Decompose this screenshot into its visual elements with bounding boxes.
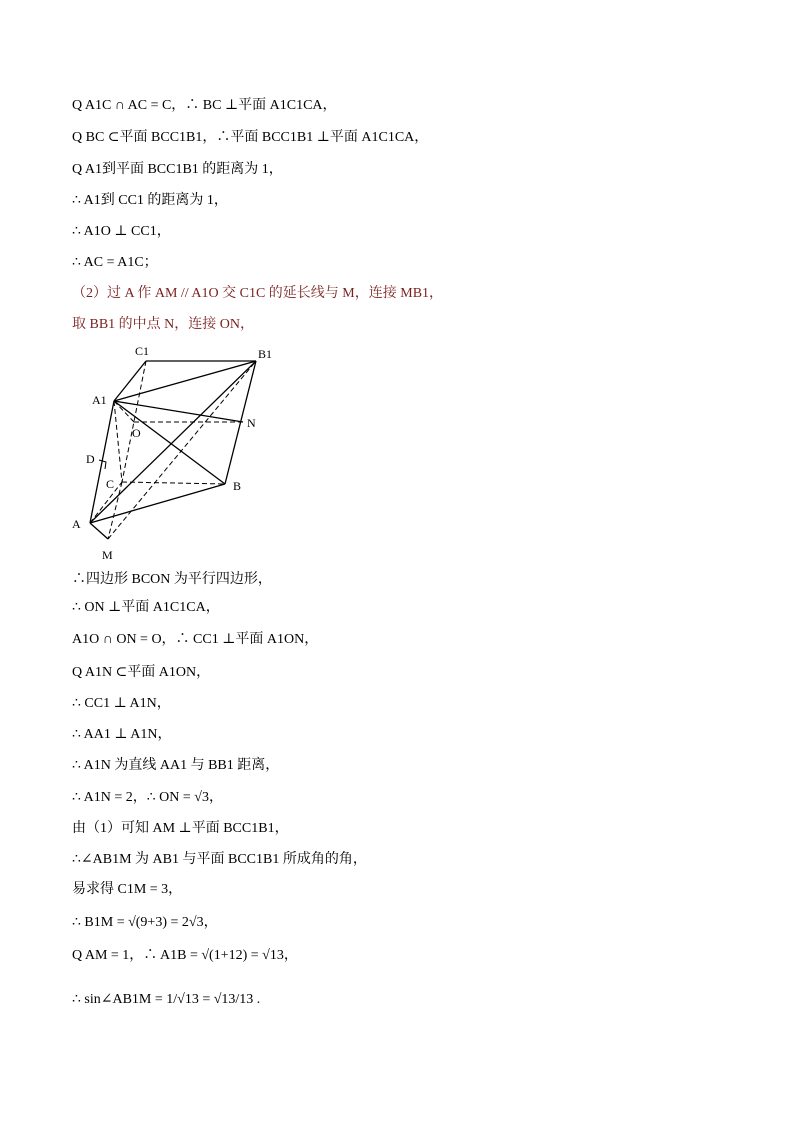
prism-figure xyxy=(68,340,278,565)
solution-line-1: Q A1C ∩ AC = C，∴ BC ⊥平面 A1C1CA， xyxy=(72,98,337,113)
edge-A1-N xyxy=(114,401,243,422)
solution-line-10: ∴ ON ⊥平面 A1C1CA， xyxy=(72,600,220,615)
solution-line-14: ∴ AA1 ⊥ A1N， xyxy=(72,727,172,742)
label-B1: B1 xyxy=(258,347,273,361)
solution-line-6: ∴ AC = A1C； xyxy=(72,255,158,270)
solution-line-4: ∴ A1到 CC1 的距离为 1， xyxy=(72,193,228,208)
solution-line-13: ∴ CC1 ⊥ A1N， xyxy=(72,696,171,711)
label-C: C xyxy=(106,477,115,491)
right-angle-mark xyxy=(99,460,106,469)
edge-A1-B xyxy=(114,401,225,484)
solution-line-18: ∴∠AB1M 为 AB1 与平面 BCC1B1 所成角的角， xyxy=(72,852,367,867)
solution-line-16: ∴ A1N = 2，∴ ON = √3， xyxy=(72,790,223,805)
label-O: O xyxy=(132,426,141,440)
label-C1: C1 xyxy=(135,344,150,358)
label-M: M xyxy=(102,548,113,562)
solution-line-11: A1O ∩ ON = O，∴ CC1 ⊥平面 A1ON， xyxy=(72,632,319,647)
label-A: A xyxy=(72,517,81,531)
label-N: N xyxy=(247,416,256,430)
solution-line-20: ∴ B1M = √(9+3) = 2√3， xyxy=(72,915,218,930)
edge-A1-C1 xyxy=(114,361,146,401)
solution-line-17: 由（1）可知 AM ⊥平面 BCC1B1， xyxy=(72,821,289,836)
solution-line-8: 取 BB1 的中点 N，连接 ON， xyxy=(72,317,255,332)
solution-line-19: 易求得 C1M = 3， xyxy=(72,882,183,897)
solution-line-5: ∴ A1O ⊥ CC1， xyxy=(72,224,171,239)
solution-line-21: Q AM = 1，∴ A1B = √(1+12) = √13， xyxy=(72,948,298,963)
solution-line-12: Q A1N ⊂平面 A1ON， xyxy=(72,665,211,680)
dash-A1-C xyxy=(114,401,122,482)
label-A1: A1 xyxy=(92,393,107,407)
dash-C-B xyxy=(122,482,225,484)
solution-line-22: ∴ sin∠AB1M = 1/√13 = √13/13 . xyxy=(72,992,261,1007)
edge-A-M xyxy=(90,523,108,539)
solution-line-2: Q BC ⊂平面 BCC1B1，∴平面 BCC1B1 ⊥平面 A1C1CA， xyxy=(72,130,429,145)
solution-line-9: ∴四边形 BCON 为平行四边形， xyxy=(72,572,272,587)
label-D: D xyxy=(86,452,95,466)
solution-line-3: Q A1到平面 BCC1B1 的距离为 1， xyxy=(72,162,283,177)
label-B: B xyxy=(233,479,242,493)
solution-line-7: （2）过 A 作 AM // A1O 交 C1C 的延长线与 M，连接 MB1， xyxy=(72,286,444,301)
solution-line-15: ∴ A1N 为直线 AA1 与 BB1 距离， xyxy=(72,758,280,773)
